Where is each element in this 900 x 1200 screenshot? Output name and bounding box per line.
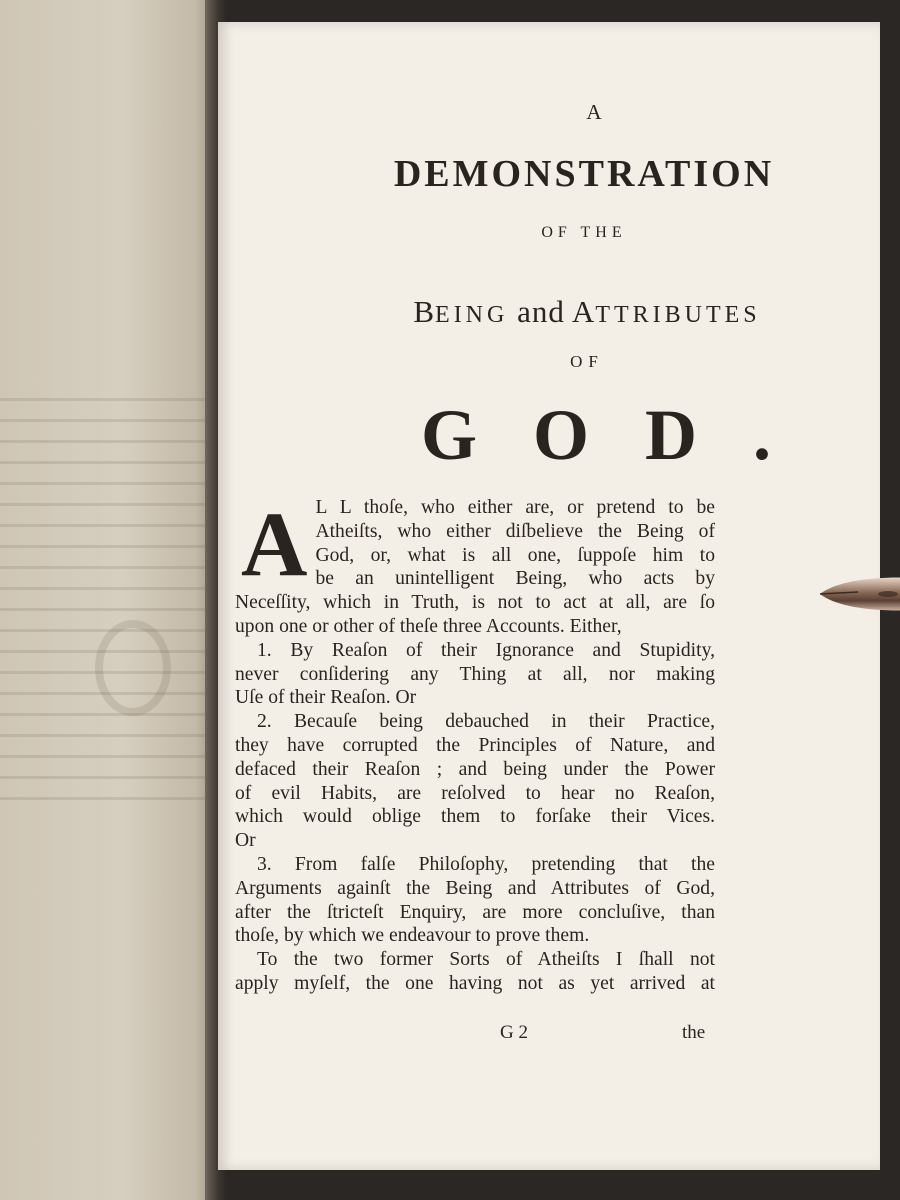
pen-bookmark-icon	[818, 572, 900, 616]
text-line: 3. From falſe Philoſophy, pretending that the	[257, 853, 715, 875]
text-line: thoſe, by which we endeavour to prove them.	[235, 925, 590, 947]
text-line: after the ſtricteſt Enquiry, are more concluſive, than	[235, 901, 715, 923]
title-god: GOD.	[420, 395, 827, 475]
title-of-the: OF THE	[541, 224, 627, 241]
text-line: Neceſſity, which in Truth, is not to act at all, are ſo	[235, 592, 715, 614]
page-subtitle: BEING and ATTRIBUTES	[413, 294, 761, 329]
text-line: never conſidering any Thing at all, nor making	[235, 663, 715, 685]
book-page	[218, 22, 880, 1170]
text-line: they have corrupted the Principles of Nature, and	[235, 734, 715, 756]
text-line: be an unintelligent Being, who acts by	[315, 568, 715, 590]
text-line: upon one or other of theſe three Accounts. Either,	[235, 615, 622, 637]
text-line: of evil Habits, are reſolved to hear no Reaſon,	[235, 782, 715, 804]
text-line: Or	[235, 830, 256, 852]
text-line: Uſe of their Reaſon. Or	[235, 687, 417, 709]
drop-cap: A	[241, 493, 308, 595]
facing-page-bleed-letter	[95, 620, 171, 716]
text-line: 2. Becauſe being debauched in their Practice,	[257, 711, 715, 733]
title-kicker: A	[586, 100, 602, 124]
text-line: L L thoſe, who either are, or pretend to be	[315, 497, 715, 518]
text-line: 1. By Reaſon of their Ignorance and Stupidity,	[257, 639, 715, 661]
text-line: defaced their Reaſon ; and being under the Power	[235, 758, 715, 780]
text-line: Atheiſts, who either diſbelieve the Being of	[315, 520, 715, 542]
title-of: OF	[570, 352, 604, 371]
facing-page-bleed-through	[0, 380, 210, 800]
signature-mark: G 2	[500, 1022, 528, 1043]
text-line: which would oblige them to forſake their Vices.	[235, 806, 715, 828]
body-text	[235, 493, 715, 996]
page-title: DEMONSTRATION	[393, 153, 775, 195]
text-line: apply myſelf, the one having not as yet arrived at	[235, 972, 715, 994]
facing-page	[0, 0, 222, 1200]
catchword: the	[682, 1022, 706, 1043]
text-line: To the two former Sorts of Atheiſts I ſhall not	[257, 949, 715, 971]
text-line: Arguments againſt the Being and Attributes of God,	[235, 877, 715, 899]
text-line: God, or, what is all one, ſuppoſe him to	[315, 544, 715, 566]
